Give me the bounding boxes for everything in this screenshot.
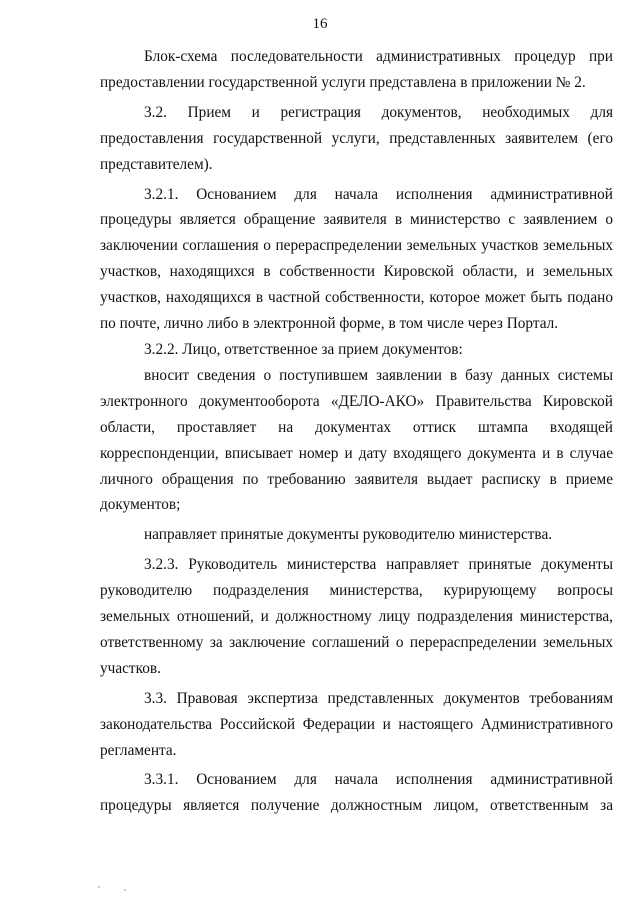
paragraph-section-3-2-3: 3.2.3. Руководитель министерства направляет принятые документы руководителю подразделения министерства, курирующему вопросы земельных отношений, и должностному лицу подразделения министерства, ответственному за заключение соглашений о перераспределении земельных участков. — [100, 556, 613, 677]
paragraph-section-3-2-2: 3.2.2. Лицо, ответственное за прием документов: — [144, 340, 463, 358]
paragraph-register-duty: вносит сведения о поступившем заявлении в базу данных системы электронного документооборота «ДЕЛО-АКО» Правительства Кировской области, проставляет на документах оттиск штампа входящей корреспонденции, вписывает номер и дату входящего документа и в случае личного обращения по требованию заявителя выдает расписку в приеме документов; — [100, 366, 613, 514]
paragraph-section-3-2-1: 3.2.1. Основанием для начала исполнения административной процедуры является обращение заявителя в министерство с заявлением о заключении соглашения о перераспределении земельных участков земельных участков, находящихся в собственности Кировской области, и земельных участков, находящихся в частной собственности, которое может быть подано по почте, лично либо в электронной форме, в том числе через Портал. — [100, 185, 613, 333]
scan-speck — [124, 889, 126, 891]
page-number: 16 — [312, 16, 328, 32]
paragraph-forward-duty: направляет принятые документы руководителю министерства. — [144, 526, 553, 544]
document-body — [100, 44, 613, 819]
paragraph-section-3-2-heading: 3.2. Прием и регистрация документов, необходимых для предоставления государственной услуги, представленных заявителем (его представителем). — [100, 103, 613, 173]
paragraph-section-3-3-heading: 3.3. Правовая экспертиза представленных документов требованиям законодательства Российской Федерации и настоящего Административного регламента. — [100, 689, 613, 759]
scan-speck — [98, 886, 100, 888]
paragraph-flowchart-reference: Блок-схема последовательности административных процедур при предоставлении государственной услуги представлена в приложении № 2. — [100, 48, 613, 91]
paragraph-section-3-3-1: 3.3.1. Основанием для начала исполнения административной процедуры является получение должностным лицом, ответственным за — [100, 771, 613, 815]
